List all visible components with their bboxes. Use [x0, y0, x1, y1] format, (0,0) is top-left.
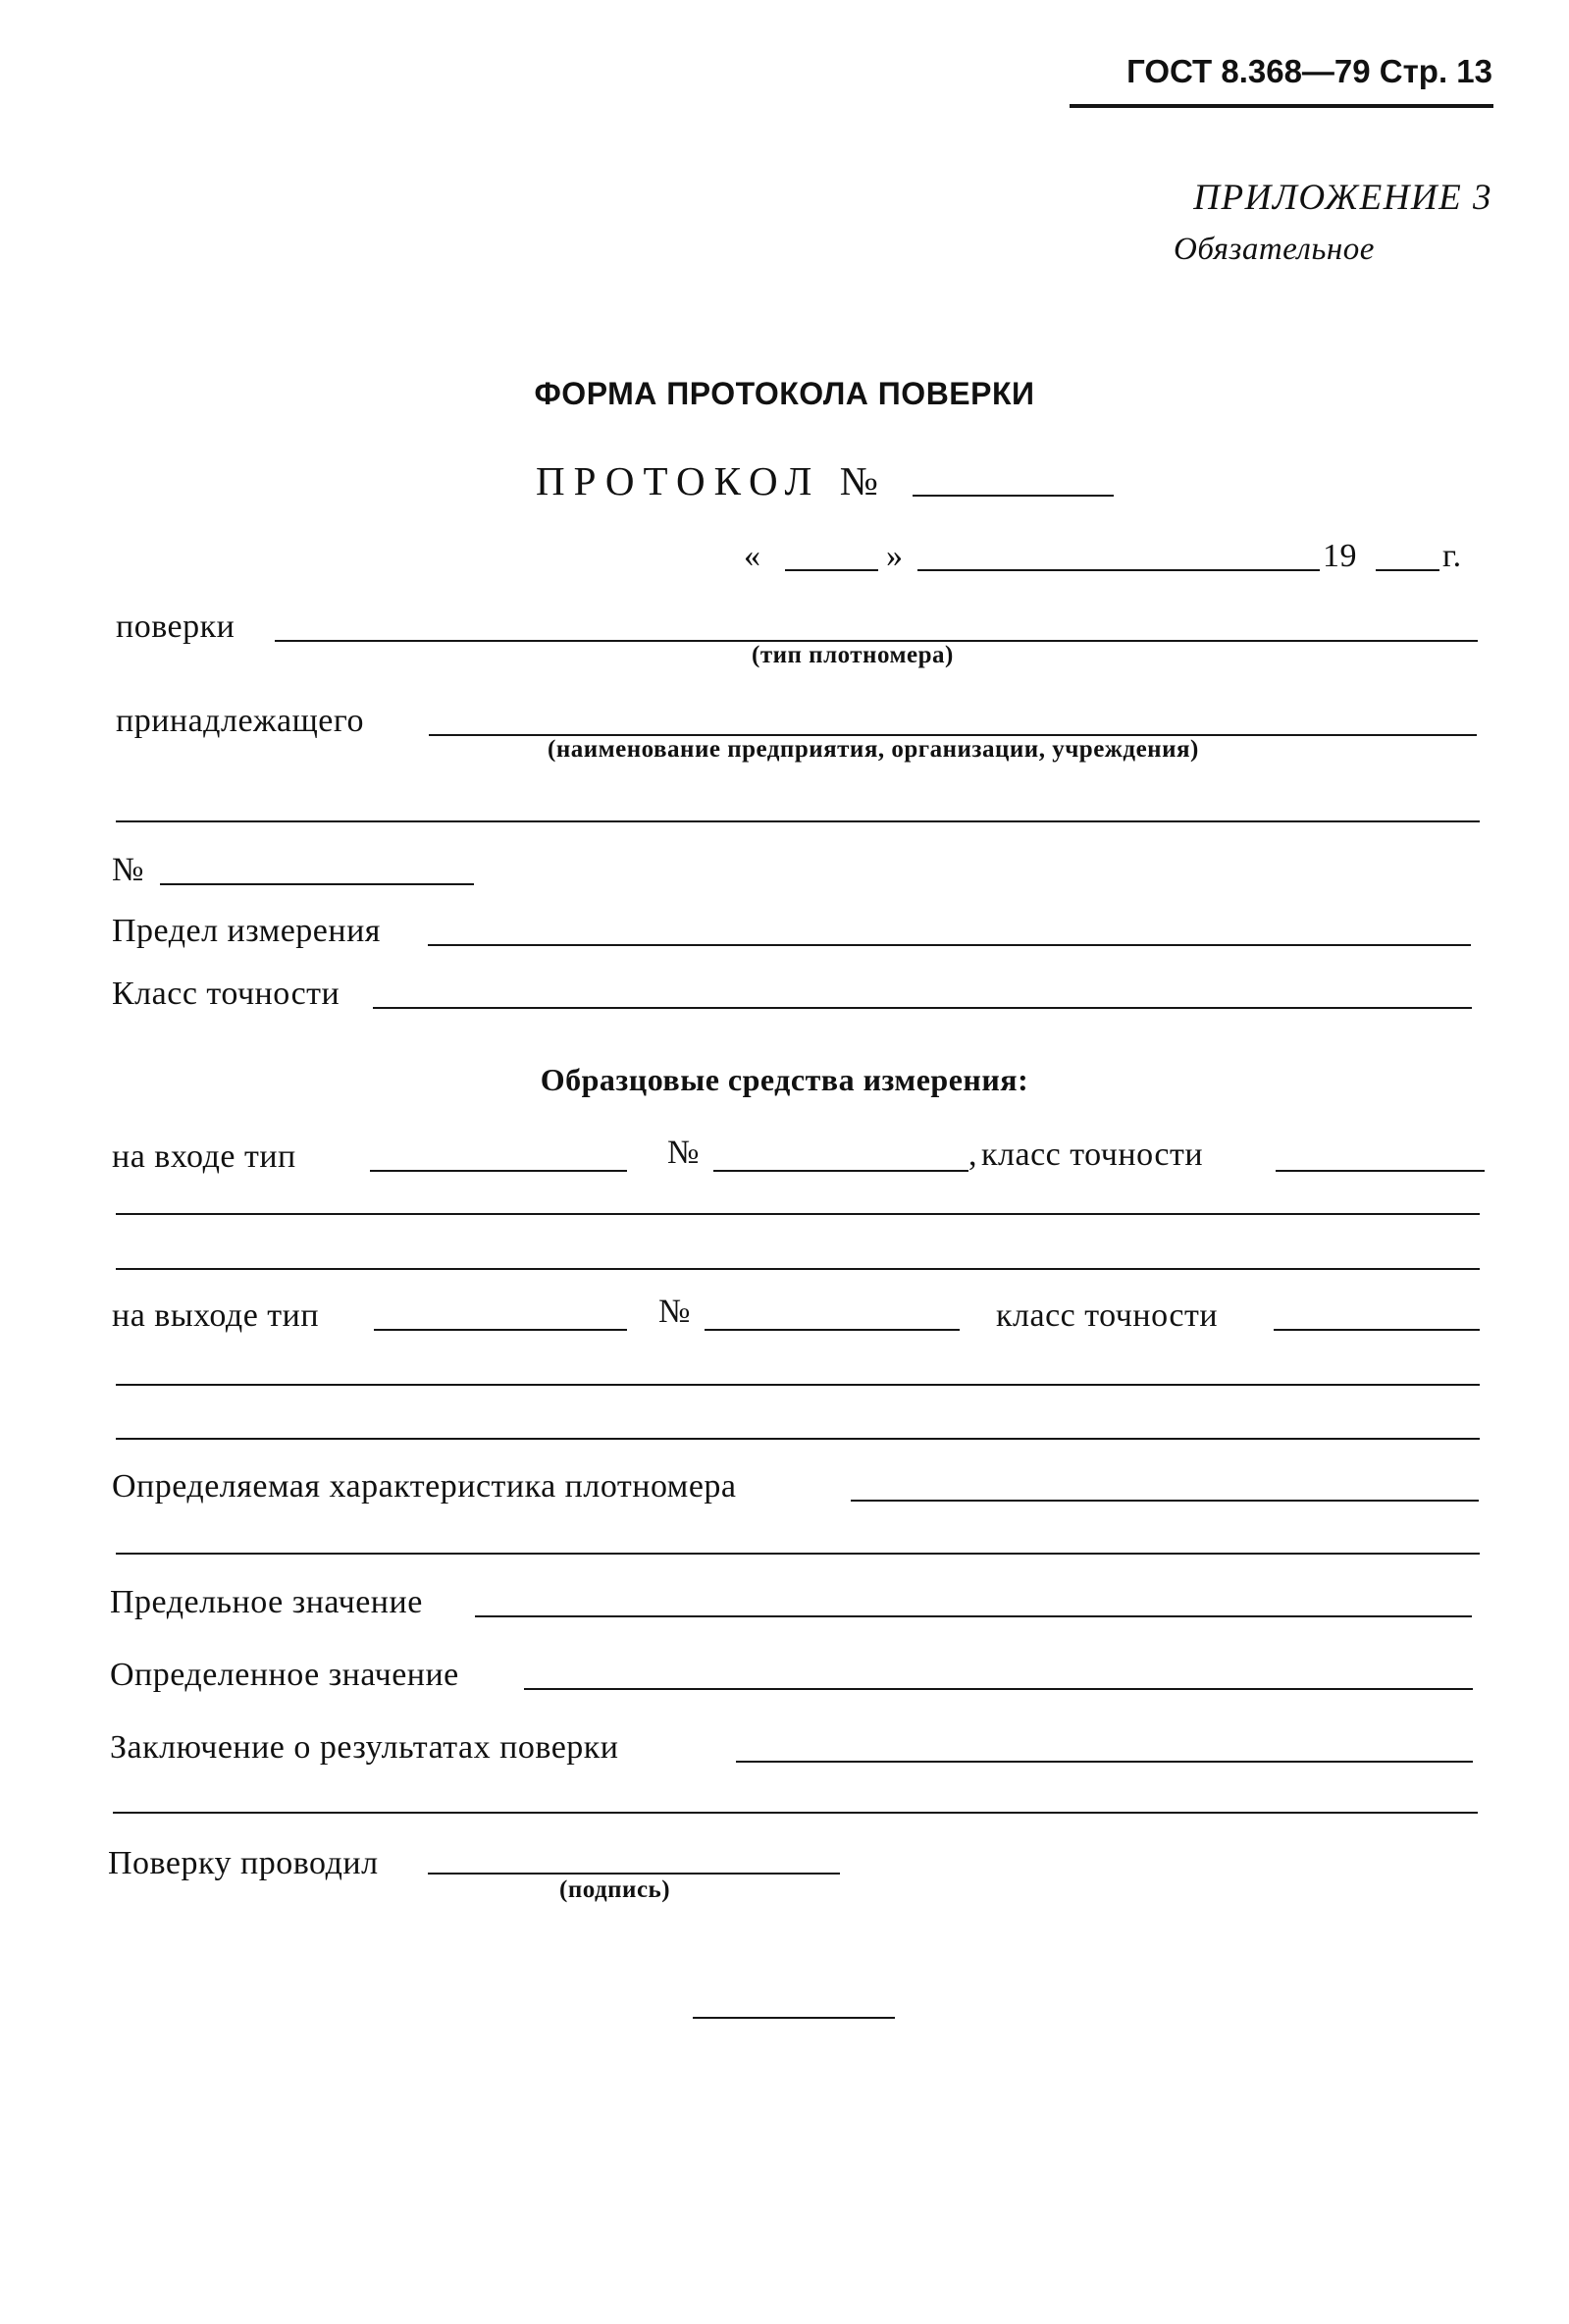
determined-value-label: Определенное значение [110, 1657, 459, 1693]
limit-value-line[interactable] [475, 1615, 1472, 1617]
date-month-line[interactable] [917, 569, 1320, 571]
characteristic-label: Определяемая характеристика плотномера [112, 1468, 737, 1505]
date-year-prefix: 19 [1323, 538, 1357, 574]
input-number-line[interactable] [713, 1170, 968, 1172]
measurement-limit-line[interactable] [428, 944, 1471, 946]
output-number-label: № [658, 1294, 691, 1330]
output-extra-line-1[interactable] [116, 1384, 1480, 1386]
output-type-line[interactable] [374, 1329, 627, 1331]
input-type-line[interactable] [370, 1170, 627, 1172]
input-separator: , [968, 1136, 977, 1173]
date-day-line[interactable] [785, 569, 878, 571]
input-class-label: класс точности [981, 1136, 1204, 1173]
input-class-line[interactable] [1276, 1170, 1485, 1172]
input-extra-line-1[interactable] [116, 1213, 1480, 1215]
conclusion-line-2[interactable] [113, 1812, 1478, 1814]
protocol-label: ПРОТОКОЛ № [536, 458, 887, 503]
limit-value-label: Предельное значение [110, 1584, 423, 1620]
date-year-line[interactable] [1376, 569, 1439, 571]
reference-instruments-title: Образцовые средства измерения: [540, 1062, 1029, 1097]
output-class-line[interactable] [1274, 1329, 1480, 1331]
accuracy-class-label: Класс точности [112, 976, 340, 1012]
date-year-suffix: г. [1442, 538, 1462, 574]
protocol-number-line[interactable] [913, 495, 1114, 497]
header-underline [1070, 104, 1493, 108]
signature-line[interactable] [428, 1873, 840, 1875]
input-number-label: № [667, 1135, 700, 1171]
verification-label: поверки [116, 608, 235, 645]
document-header-code: ГОСТ 8.368—79 Стр. 13 [1126, 53, 1492, 89]
date-close-quote: » [886, 538, 904, 574]
determined-value-line[interactable] [524, 1688, 1473, 1690]
conclusion-line[interactable] [736, 1761, 1473, 1763]
output-type-label: на выходе тип [112, 1297, 320, 1334]
appendix-status: Обязательное [1174, 232, 1375, 267]
date-open-quote: « [744, 538, 761, 574]
output-extra-line-2[interactable] [116, 1438, 1480, 1440]
output-class-label: класс точности [996, 1297, 1219, 1334]
input-extra-line-2[interactable] [116, 1268, 1480, 1270]
output-number-line[interactable] [705, 1329, 960, 1331]
input-type-label: на входе тип [112, 1138, 296, 1175]
belonging-label: принадлежащего [116, 703, 364, 739]
organization-caption: (наименование предприятия, организации, учреждения) [548, 736, 1199, 763]
appendix-label: ПРИЛОЖЕНИЕ 3 [1193, 178, 1492, 218]
meter-type-caption: (тип плотномера) [752, 642, 954, 668]
meter-number-line[interactable] [160, 883, 474, 885]
measurement-limit-label: Предел измерения [112, 913, 381, 949]
end-divider [693, 2017, 895, 2019]
signature-label: Поверку проводил [108, 1845, 379, 1881]
form-title: ФОРМА ПРОТОКОЛА ПОВЕРКИ [534, 376, 1035, 411]
characteristic-line[interactable] [851, 1500, 1479, 1502]
accuracy-class-line[interactable] [373, 1007, 1472, 1009]
signature-caption: (подпись) [559, 1876, 671, 1903]
characteristic-line-2[interactable] [116, 1553, 1480, 1555]
organization-line-2[interactable] [116, 820, 1480, 822]
conclusion-label: Заключение о результатах поверки [110, 1729, 619, 1766]
meter-number-label: № [112, 852, 144, 888]
